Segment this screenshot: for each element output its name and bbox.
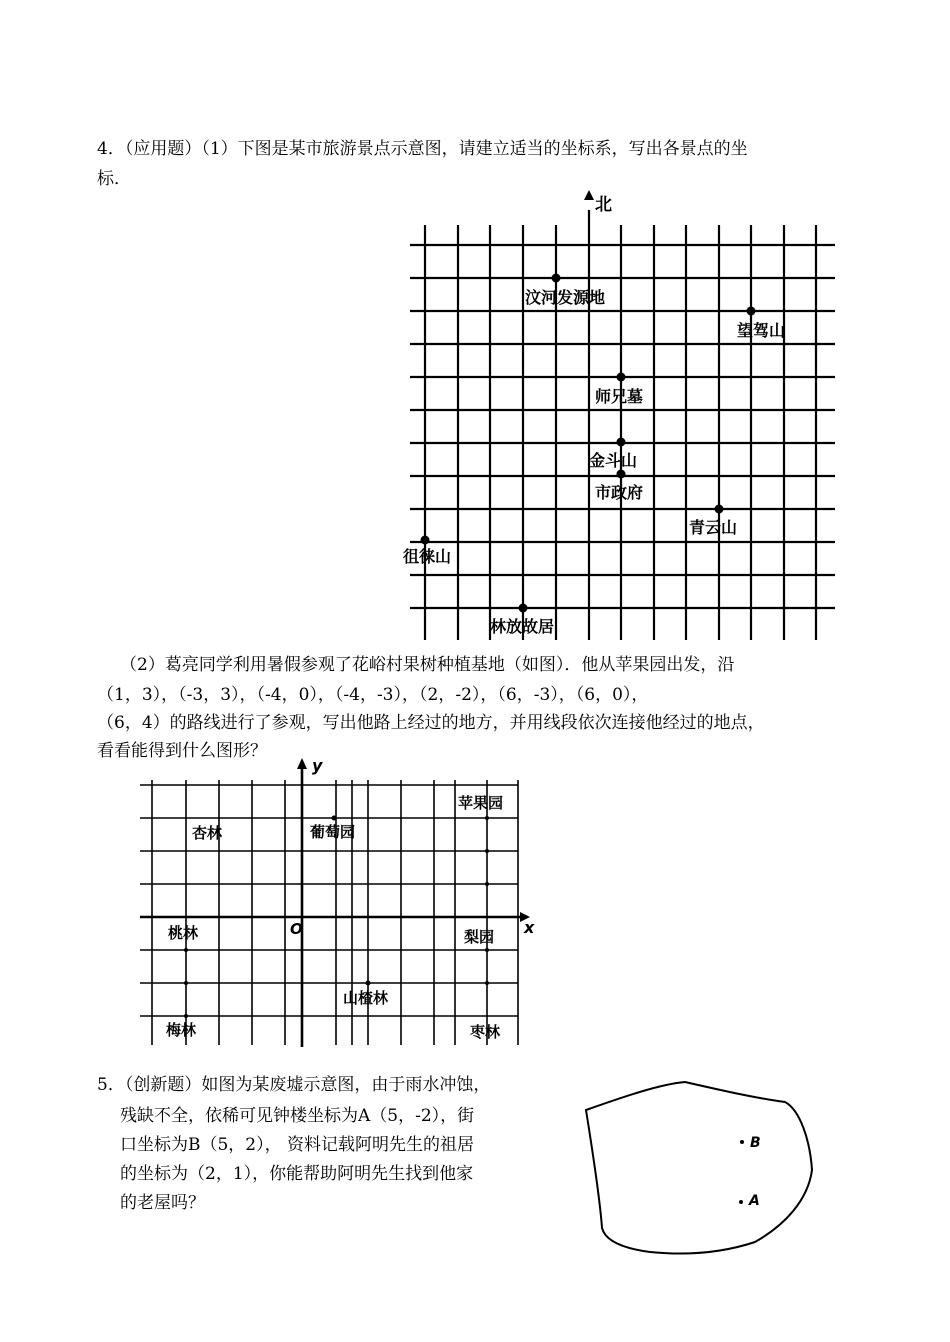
place-label: 枣林	[470, 1023, 501, 1041]
place-dot	[747, 307, 756, 316]
place-dot	[184, 981, 188, 985]
q4-intro-line2: 标．	[97, 169, 131, 189]
orchard-map	[140, 755, 540, 1050]
place-label: 桃林	[168, 924, 199, 942]
y-axis-arrow-icon	[297, 758, 307, 769]
place-dot	[366, 981, 371, 986]
y-axis-label: y	[312, 756, 323, 775]
north-label: 北	[595, 195, 612, 215]
place-label: 林放故居	[490, 617, 555, 636]
place-label: 苹果园	[458, 794, 504, 812]
north-arrow-icon	[584, 190, 594, 200]
q5-line3: 口坐标为B（5，2）， 资料记载阿明先生的祖居	[120, 1135, 475, 1155]
place-label: 徂徕山	[403, 547, 452, 566]
place-label: 师兄墓	[595, 387, 644, 406]
place-label: 梅林	[166, 1021, 197, 1039]
place-dot	[332, 816, 337, 821]
q5-line5: 的老屋吗？	[120, 1193, 205, 1213]
place-label: 望驾山	[737, 321, 786, 340]
place-dot	[519, 604, 528, 613]
point-b-label: B	[750, 1135, 761, 1151]
point-b-dot	[740, 1140, 744, 1144]
place-dot	[617, 373, 626, 382]
q5-line1: 5．（创新题）如图为某废墟示意图，由于雨水冲蚀，	[97, 1075, 491, 1095]
place-label: 梨园	[464, 928, 495, 946]
x-axis-label: x	[524, 918, 535, 937]
place-label: 市政府	[595, 483, 644, 502]
q4-part2-line4: 看看能得到什么图形？	[97, 741, 267, 761]
place-label: 山楂林	[343, 989, 389, 1007]
place-dot	[715, 505, 724, 514]
q5-line2: 残缺不全，依稀可见钟楼坐标为A（5，-2），街	[120, 1106, 475, 1126]
place-dot	[485, 882, 489, 886]
place-dot	[617, 470, 626, 479]
place-dot	[421, 536, 430, 545]
place-dot	[552, 274, 561, 283]
q4-intro-line1: 4．（应用题）（1）下图是某市旅游景点示意图，请建立适当的坐标系，写出各景点的坐	[97, 139, 748, 159]
place-dot	[485, 981, 489, 985]
place-dot	[485, 849, 489, 853]
point-a-dot	[739, 1200, 743, 1204]
place-label: 青云山	[689, 518, 738, 537]
ruins-diagram	[580, 1080, 830, 1260]
place-dot	[617, 438, 626, 447]
origin-label: O	[290, 920, 303, 938]
place-label: 金斗山	[589, 451, 638, 470]
place-dot	[184, 1014, 188, 1018]
place-label: 杏林	[192, 824, 223, 842]
q4-part2-line3: （6，4）的路线进行了参观，写出他路上经过的地方，并用线段依次连接他经过的地点，	[97, 713, 765, 733]
place-label: 汶河发源地	[525, 288, 606, 307]
place-dot	[485, 816, 489, 820]
tourist-map	[395, 190, 845, 645]
q4-part2-line1: （2）葛亮同学利用暑假参观了花峪村果树种植基地（如图）．他从苹果园出发，沿	[120, 655, 735, 675]
q5-line4: 的坐标为（2，1），你能帮助阿明先生找到他家	[120, 1164, 474, 1184]
place-dot	[485, 948, 489, 952]
ruins-outline	[586, 1082, 812, 1254]
point-a-label: A	[749, 1193, 760, 1209]
place-label: 葡萄园	[310, 823, 356, 841]
place-dot	[184, 948, 188, 952]
q4-part2-line2: （1，3），（-3，3），（-4，0），（-4，-3），（2，-2），（6，-3），（6，0），	[97, 685, 649, 705]
